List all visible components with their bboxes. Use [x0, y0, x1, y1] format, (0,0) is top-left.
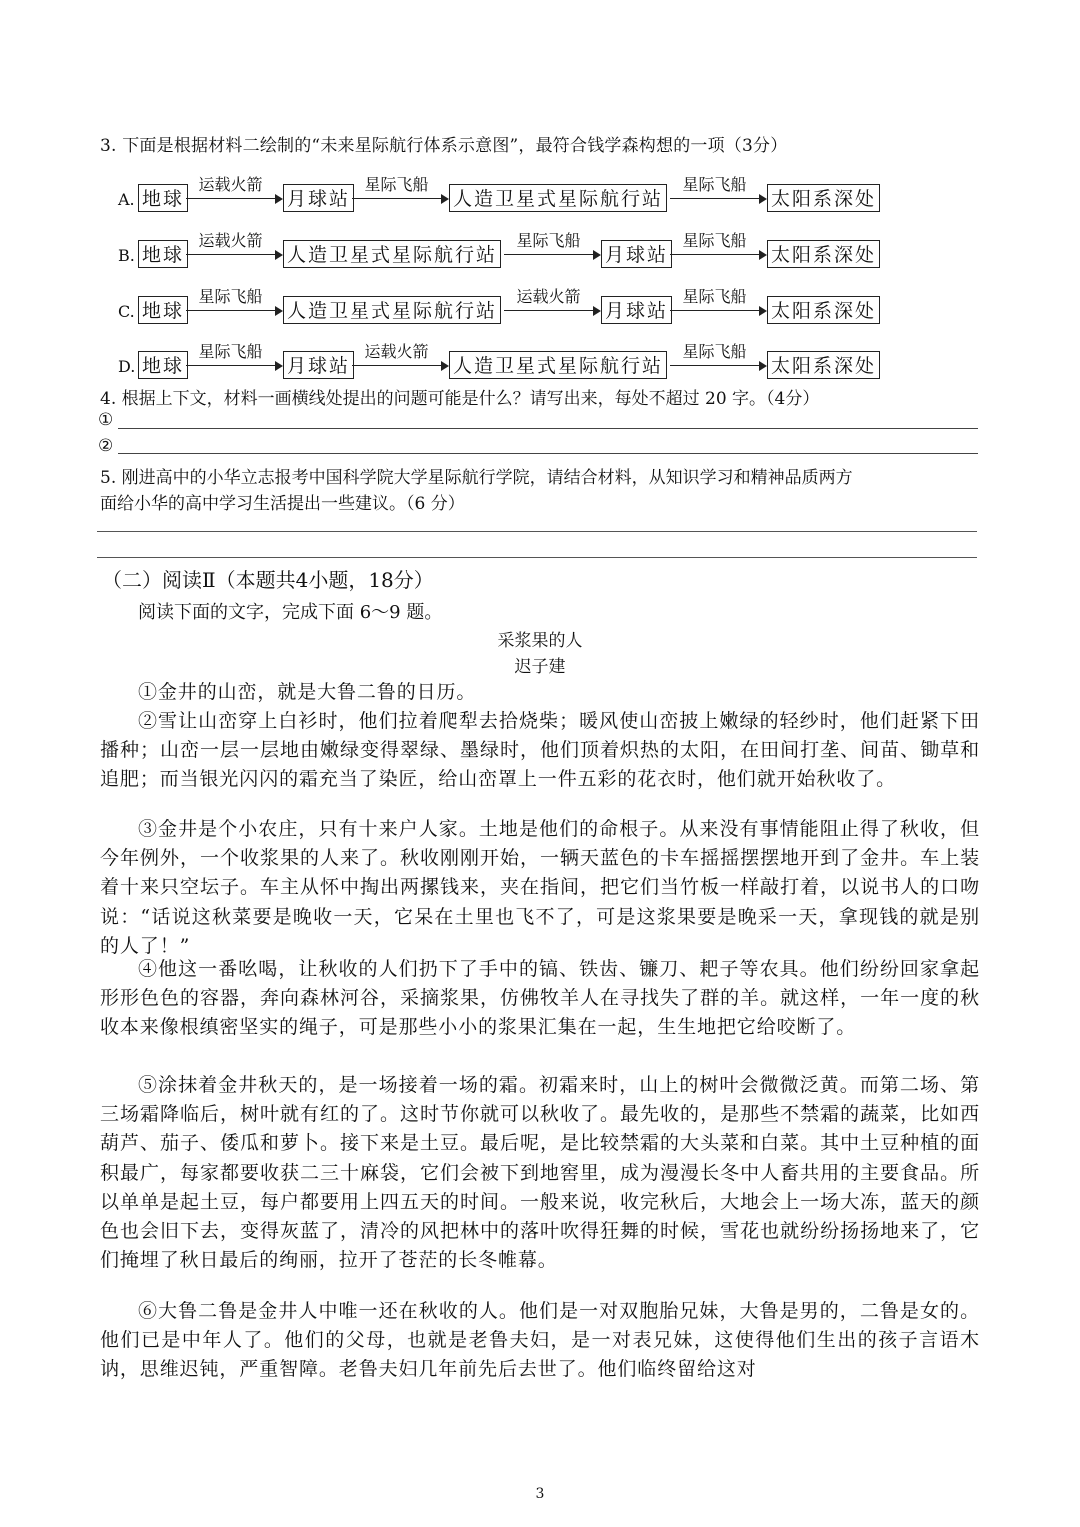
- option-letter: D.: [118, 357, 136, 376]
- flow-arrow: [352, 175, 449, 214]
- answer-line-2[interactable]: [118, 453, 978, 454]
- page-number: 3: [535, 1486, 545, 1502]
- flow-arrow: [670, 342, 767, 381]
- answer-mark-1: ①: [98, 410, 114, 430]
- flow-node: 太阳系深处: [767, 296, 880, 324]
- paragraph-2: ②雪让山峦穿上白衫时，他们拉着爬犁去拾烧柴；暖风使山峦披上嫩绿的轻纱时，他们赶紧下田播种；山峦一层一层地由嫩绿变得翠绿、墨绿时，他们顶着炽热的太阳，在田间打垄、间苗、锄草和追肥；而当银光闪闪的霜充当了染匠，给山峦罩上一件五彩的花衣时，他们就开始秋收了。: [100, 710, 980, 791]
- flow-node: 月球站: [283, 184, 354, 212]
- flow-arrow: [670, 175, 767, 214]
- arrow-head-icon: [275, 361, 283, 371]
- flow-node: 人造卫星式星际航行站: [283, 296, 501, 324]
- arrow-head-icon: [759, 361, 767, 371]
- flow-arrow-label: 星际飞船: [516, 231, 581, 250]
- section-instruction: 阅读下面的文字，完成下面 6～9 题。: [138, 602, 443, 623]
- section-title: （二）阅读Ⅱ（本题共4小题，18分）: [102, 568, 434, 592]
- flow-node: 地球: [138, 351, 188, 379]
- option-b-flow: [118, 231, 998, 270]
- arrow-head-icon: [275, 194, 283, 204]
- arrow-head-icon: [441, 361, 449, 371]
- arrow-head-icon: [593, 306, 601, 316]
- paragraph-1: ①金井的山峦，就是大鲁二鲁的日历。: [138, 681, 477, 703]
- arrow-head-icon: [759, 194, 767, 204]
- flow-node: 地球: [138, 296, 188, 324]
- flow-arrow-label: 运载火箭: [516, 287, 581, 306]
- option-letter: A.: [118, 190, 135, 209]
- flow-node: 月球站: [283, 351, 354, 379]
- flow-arrow: [186, 342, 283, 381]
- option-letter: B.: [118, 246, 135, 265]
- option-a-flow: [118, 175, 998, 214]
- paragraph-4: ④他这一番吆喝，让秋收的人们扔下了手中的镐、铁齿、镰刀、耙子等农具。他们纷纷回家拿起形形色色的容器，奔向森林河谷，采摘浆果，仿佛牧羊人在寻找失了群的羊。就这样，一年一度的秋收本来像根缜密坚实的绳子，可是那些小小的浆果汇集在一起，生生地把它给咬断了。: [100, 958, 980, 1039]
- flow-arrow-label: 运载火箭: [364, 342, 429, 361]
- arrow-head-icon: [275, 306, 283, 316]
- flow-node: 太阳系深处: [767, 351, 880, 379]
- flow-node: 地球: [138, 240, 188, 268]
- flow-arrow-label: 星际飞船: [682, 175, 747, 194]
- arrow-head-icon: [593, 250, 601, 260]
- flow-arrow-label: 星际飞船: [682, 287, 747, 306]
- flow-arrow-label: 运载火箭: [198, 231, 263, 250]
- arrow-head-icon: [759, 306, 767, 316]
- flow-arrow: [186, 231, 283, 270]
- flow-arrow: [504, 231, 601, 270]
- question-5-line-1: 5. 刚进高中的小华立志报考中国科学院大学星际航行学院，请结合材料，从知识学习和精神品质两方: [100, 468, 853, 488]
- flow-arrow: [504, 287, 601, 326]
- question-3-stem: 3. 下面是根据材料二绘制的“未来星际航行体系示意图”，最符合钱学森构想的一项（3分）: [100, 136, 788, 156]
- flow-node: 人造卫星式星际航行站: [449, 351, 667, 379]
- flow-arrow-label: 星际飞船: [364, 175, 429, 194]
- flow-arrow-label: 运载火箭: [198, 175, 263, 194]
- arrow-head-icon: [441, 194, 449, 204]
- flow-arrow: [352, 342, 449, 381]
- flow-arrow-label: 星际飞船: [682, 231, 747, 250]
- answer-line-1[interactable]: [118, 428, 978, 429]
- paragraph-6: ⑥大鲁二鲁是金井人中唯一还在秋收的人。他们是一对双胞胎兄妹，大鲁是男的，二鲁是女的。他们已是中年人了。他们的父母，也就是老鲁夫妇，是一对表兄妹，这使得他们生出的孩子言语木讷，思维迟钝，严重智障。老鲁夫妇几年前先后去世了。他们临终留给这对: [100, 1300, 980, 1381]
- answer-line-3[interactable]: [97, 531, 977, 532]
- flow-node: 太阳系深处: [767, 184, 880, 212]
- flow-arrow: [186, 287, 283, 326]
- arrow-head-icon: [759, 250, 767, 260]
- flow-node: 太阳系深处: [767, 240, 880, 268]
- paragraph-5: ⑤涂抹着金井秋天的，是一场接着一场的霜。初霜来时，山上的树叶会微微泛黄。而第二场、第三场霜降临后，树叶就有红的了。这时节你就可以秋收了。最先收的，是那些不禁霜的蔬菜，比如西葫芦、茄子、倭瓜和萝卜。接下来是土豆。最后呢，是比较禁霜的大头菜和白菜。其中土豆种植的面积最广，每家都要收获二三十麻袋，它们会被下到地窖里，成为漫漫长冬中人畜共用的主要食品。所以单单是起土豆，每户都要用上四五天的时间。一般来说，收完秋后，大地会上一场大冻，蓝天的颜色也会旧下去，变得灰蓝了，清冷的风把林中的落叶吹得狂舞的时候，雪花也就纷纷扬扬地来了，它们掩埋了秋日最后的绚丽，拉开了苍茫的长冬帷幕。: [100, 1074, 980, 1272]
- paragraph-3: ③金井是个小农庄，只有十来户人家。土地是他们的命根子。从来没有事情能阻止得了秋收，但今年例外，一个收浆果的人来了。秋收刚刚开始，一辆天蓝色的卡车摇摇摆摆地开到了金井。车上装着十来只空坛子。车主从怀中掏出两摞钱来，夹在指间，把它们当竹板一样敲打着，以说书人的口吻说：“话说这秋菜要是晚收一天，它呆在土里也飞不了，可是这浆果要是晚采一天，拿现钱的就是别的人了！”: [100, 818, 980, 957]
- answer-mark-2: ②: [98, 436, 114, 456]
- question-4-stem: 4. 根据上下文，材料一画横线处提出的问题可能是什么？请写出来，每处不超过 20 字。（4分）: [100, 389, 820, 409]
- question-5-line-2: 面给小华的高中学习生活提出一些建议。（6 分）: [100, 494, 465, 514]
- flow-arrow-label: 星际飞船: [198, 342, 263, 361]
- option-letter: C.: [118, 302, 135, 321]
- flow-arrow: [186, 175, 283, 214]
- flow-arrow-label: 星际飞船: [682, 342, 747, 361]
- arrow-head-icon: [275, 250, 283, 260]
- article-title: 采浆果的人: [497, 631, 583, 651]
- flow-arrow: [670, 231, 767, 270]
- flow-arrow: [670, 287, 767, 326]
- article-author: 迟子建: [514, 657, 566, 677]
- flow-node: 人造卫星式星际航行站: [449, 184, 667, 212]
- option-c-flow: [118, 287, 998, 326]
- flow-node: 人造卫星式星际航行站: [283, 240, 501, 268]
- flow-node: 月球站: [601, 240, 672, 268]
- option-d-flow: [118, 342, 998, 381]
- answer-line-4[interactable]: [97, 557, 977, 558]
- flow-arrow-label: 星际飞船: [198, 287, 263, 306]
- flow-node: 地球: [138, 184, 188, 212]
- flow-node: 月球站: [601, 296, 672, 324]
